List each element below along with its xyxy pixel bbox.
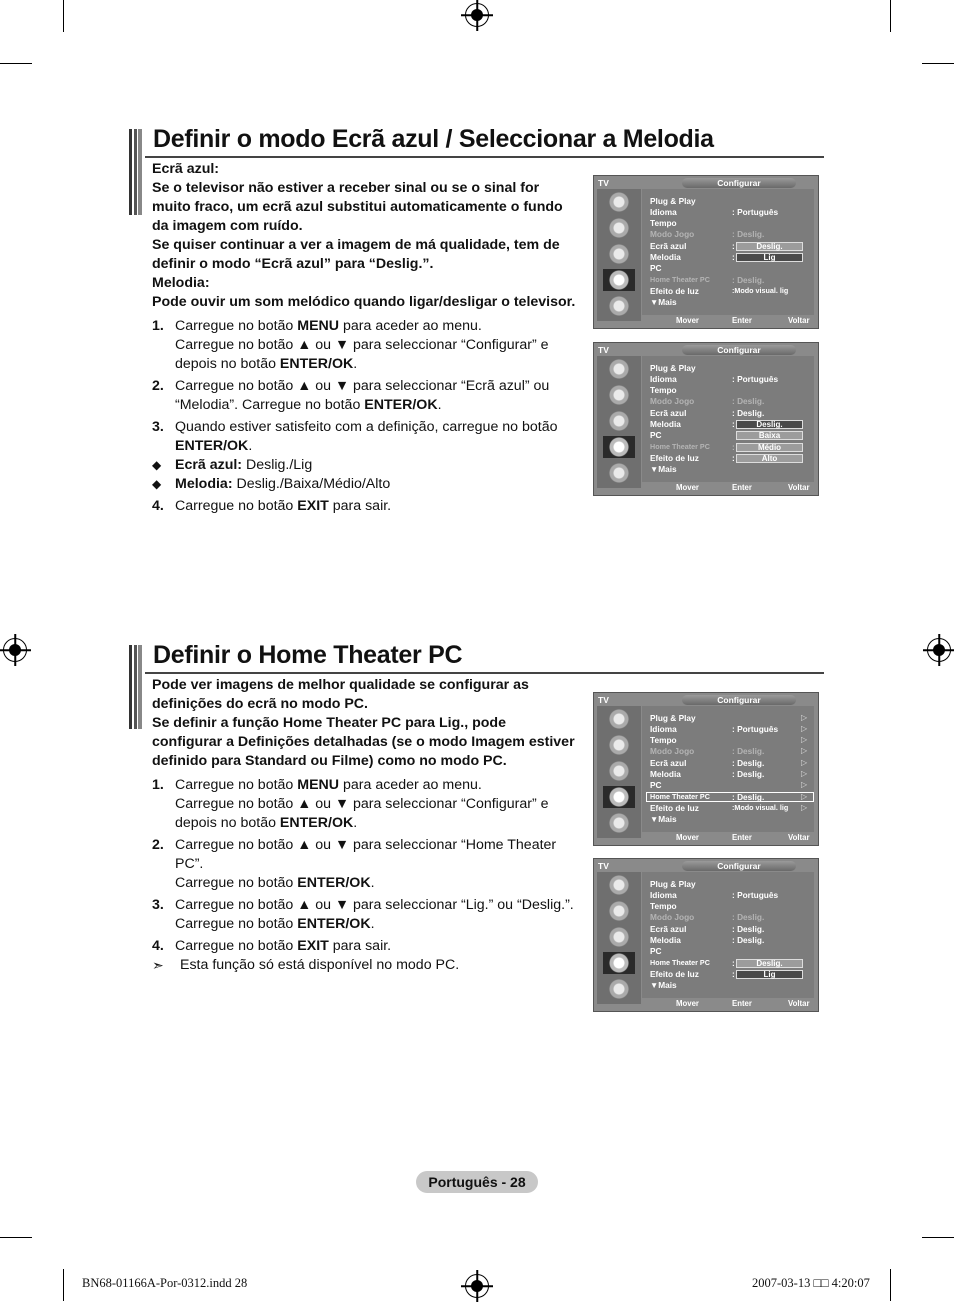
osd-menu-item: Modo Jogo	[650, 746, 695, 756]
osd-menu-value: : Deslig.	[732, 935, 765, 945]
osd-footer	[642, 833, 814, 843]
osd-menu-item: Plug & Play	[650, 713, 696, 723]
intro-line: definições do ecrã no modo PC.	[152, 696, 368, 712]
osd-menu-title: Configurar	[682, 178, 796, 188]
osd-menu-item: Tempo	[650, 735, 677, 745]
osd-icon-column	[597, 706, 641, 838]
osd-enter-hint: Enter	[732, 483, 752, 492]
osd-menu-item: PC	[650, 263, 662, 273]
osd-menu-value: : Deslig.	[732, 396, 765, 406]
date-slug: 2007-03-13 □□ 4:20:07	[752, 1276, 870, 1290]
osd-menu-item: Idioma	[650, 724, 677, 734]
step: 2. Carregue no botão ▲ ou ▼ para seleccionar “Ecrã azul” ou “Melodia”. Carregue no botão ENTER/OK.	[152, 378, 550, 413]
osd-menu-item: Ecrã azul	[650, 241, 687, 251]
osd-menu-icon	[603, 410, 635, 432]
osd-menu-item: Melodia	[650, 419, 681, 429]
osd-menu-value: : Português	[732, 374, 779, 384]
section1-text	[152, 160, 582, 516]
osd-menu-value: : Português	[732, 207, 779, 217]
osd-menu-value: :Modo visual. lig	[732, 286, 789, 295]
osd-menu-value: : Deslig.	[732, 275, 765, 285]
osd-menu-value: : Deslig.	[732, 924, 765, 934]
osd-menu-icon	[603, 191, 635, 213]
title-rule	[145, 672, 824, 674]
osd-menu-value: :	[732, 252, 735, 262]
osd-menu-item: PC	[650, 946, 662, 956]
step: 2. Carregue no botão ▲ ou ▼ para seleccionar “Home Theater PC”. Carregue no botão ENTER/OK.	[152, 837, 557, 891]
osd-menu-title: Configurar	[682, 861, 796, 871]
bullet-item: ◆ Ecrã azul: Deslig./Lig	[152, 457, 313, 473]
osd-menu-value: :	[732, 442, 735, 452]
registration-mark-icon	[465, 1274, 489, 1298]
intro-line: configurar a Definições detalhadas (se o modo Imagem estiver	[152, 734, 575, 750]
osd-menu-item: Idioma	[650, 374, 677, 384]
osd-menu-item: Efeito de luz	[650, 969, 699, 979]
osd-icon-column	[597, 356, 641, 488]
intro-line: Pode ouvir um som melódico quando ligar/desligar o televisor.	[152, 294, 576, 310]
osd-menu-item: Home Theater PC	[650, 958, 710, 967]
osd-back-hint: Voltar	[788, 833, 810, 842]
osd-back-hint: Voltar	[788, 483, 810, 492]
intro-line: definir o modo “Ecrã azul” para “Deslig.”.	[152, 256, 434, 272]
osd-menu-icon	[603, 217, 635, 239]
osd-menu-item: Plug & Play	[650, 363, 696, 373]
osd-menu-item: ▼Mais	[650, 980, 677, 990]
osd-menu-screenshot	[593, 858, 819, 1012]
osd-menu-value: :	[732, 969, 735, 979]
osd-menu-icon	[603, 462, 635, 484]
osd-menu-value: : Deslig.	[732, 912, 765, 922]
osd-menu-icon	[603, 952, 635, 974]
osd-menu-item: Plug & Play	[650, 196, 696, 206]
osd-arrow-icon: ▷	[801, 735, 808, 744]
osd-menu-value: :	[732, 453, 735, 463]
osd-footer	[642, 483, 814, 493]
note-arrow-icon: ➣	[152, 957, 164, 973]
osd-enter-hint: Enter	[732, 999, 752, 1008]
osd-menu-icon	[603, 786, 635, 808]
osd-menu-item: Melodia	[650, 935, 681, 945]
osd-menu-icon	[603, 978, 635, 1000]
osd-menu-item: Efeito de luz	[650, 286, 699, 296]
osd-menu-icon	[603, 926, 635, 948]
osd-option: Alto	[736, 454, 803, 463]
osd-menu-item: Plug & Play	[650, 879, 696, 889]
osd-move-hint: Mover	[676, 833, 699, 842]
osd-menu-icon	[603, 358, 635, 380]
osd-menu-item: Ecrã azul	[650, 408, 687, 418]
section-title: Definir o Home Theater PC	[153, 641, 463, 669]
osd-menu-value: : Deslig.	[732, 229, 765, 239]
osd-tv-label: TV	[598, 695, 609, 705]
intro-line: Se definir a função Home Theater PC para Lig., pode	[152, 715, 506, 731]
osd-footer	[642, 316, 814, 326]
osd-menu-item: Home Theater PC	[650, 275, 710, 284]
osd-menu-icon	[603, 874, 635, 896]
osd-option: Deslig.	[736, 242, 803, 251]
osd-arrow-icon: ▷	[801, 724, 808, 733]
osd-menu-item: Modo Jogo	[650, 396, 695, 406]
osd-menu-title: Configurar	[682, 345, 796, 355]
osd-move-hint: Mover	[676, 316, 699, 325]
osd-menu-item: Ecrã azul	[650, 924, 687, 934]
osd-menu-item: Modo Jogo	[650, 229, 695, 239]
osd-menu-item: ▼Mais	[650, 814, 677, 824]
intro-line: definido para Standard ou Filme) como no modo PC.	[152, 753, 507, 769]
osd-arrow-icon: ▷	[801, 769, 808, 778]
section-bar	[129, 645, 142, 729]
osd-menu-item: Tempo	[650, 218, 677, 228]
osd-menu-value: : Deslig.	[732, 408, 765, 418]
intro-line: Pode ver imagens de melhor qualidade se configurar as	[152, 677, 529, 693]
osd-arrow-icon: ▷	[801, 780, 808, 789]
osd-menu-item: Efeito de luz	[650, 453, 699, 463]
osd-menu-item: Melodia	[650, 769, 681, 779]
registration-mark-icon	[927, 638, 951, 662]
osd-menu-screenshot	[593, 342, 819, 496]
osd-menu-icon	[603, 384, 635, 406]
intro-line: Se quiser continuar a ver a imagem de má qualidade, tem de	[152, 237, 560, 253]
osd-menu-value: : Português	[732, 724, 779, 734]
osd-menu-item: Idioma	[650, 207, 677, 217]
step: 4. Carregue no botão EXIT para sair.	[152, 938, 392, 954]
file-slug: BN68-01166A-Por-0312.indd 28	[82, 1276, 248, 1290]
osd-menu-item: Home Theater PC	[650, 792, 710, 801]
osd-arrow-icon: ▷	[801, 746, 808, 755]
registration-mark-icon	[465, 3, 489, 27]
osd-option: Médio	[736, 443, 803, 452]
osd-menu-item: ▼Mais	[650, 464, 677, 474]
bullet-item: ◆ Melodia: Deslig./Baixa/Médio/Alto	[152, 476, 391, 492]
osd-arrow-icon: ▷	[801, 803, 808, 812]
osd-menu-item: Ecrã azul	[650, 758, 687, 768]
step: 3. Quando estiver satisfeito com a definição, carregue no botão ENTER/OK.	[152, 419, 558, 454]
section2-text	[152, 676, 582, 975]
osd-back-hint: Voltar	[788, 999, 810, 1008]
osd-option: Lig	[736, 253, 803, 262]
osd-icon-column	[597, 872, 641, 1004]
osd-menu-icon	[603, 243, 635, 265]
osd-option: Lig	[736, 970, 803, 979]
step: 1. Carregue no botão MENU para aceder ao menu. Carregue no botão ▲ ou ▼ para seleccionar “Configurar” e depois no botão ENTER/OK.	[152, 318, 549, 372]
step: 4. Carregue no botão EXIT para sair.	[152, 498, 392, 514]
section-title: Definir o modo Ecrã azul / Seleccionar a Melodia	[153, 125, 714, 153]
intro-line: Se o televisor não estiver a receber sinal ou se o sinal for	[152, 180, 540, 196]
osd-menu-value: : Deslig.	[732, 792, 765, 802]
osd-menu-item: Tempo	[650, 385, 677, 395]
osd-option: Baixa	[736, 431, 803, 440]
osd-menu-icon	[603, 734, 635, 756]
osd-menu-item: Home Theater PC	[650, 442, 710, 451]
osd-menu-screenshot	[593, 175, 819, 329]
osd-enter-hint: Enter	[732, 833, 752, 842]
osd-menu-value: : Deslig.	[732, 769, 765, 779]
osd-menu-icon	[603, 760, 635, 782]
osd-menu-icon	[603, 269, 635, 291]
step: 1. Carregue no botão MENU para aceder ao menu. Carregue no botão ▲ ou ▼ para seleccionar “Configurar” e depois no botão ENTER/OK.	[152, 777, 549, 831]
osd-menu-item: PC	[650, 780, 662, 790]
section-bar	[129, 129, 142, 215]
intro-line: da imagem com ruído.	[152, 218, 303, 234]
osd-menu-value: :	[732, 958, 735, 968]
osd-menu-icon	[603, 812, 635, 834]
osd-footer	[642, 999, 814, 1009]
osd-enter-hint: Enter	[732, 316, 752, 325]
osd-menu-item: Tempo	[650, 901, 677, 911]
osd-menu-item: Melodia	[650, 252, 681, 262]
osd-menu-value: :	[732, 419, 735, 429]
osd-arrow-icon: ▷	[801, 792, 808, 801]
osd-menu-icon	[603, 708, 635, 730]
page-number-badge: Português - 28	[416, 1171, 538, 1193]
osd-menu-value: :Modo visual. lig	[732, 803, 789, 812]
osd-tv-label: TV	[598, 345, 609, 355]
title-rule	[145, 156, 824, 158]
osd-back-hint: Voltar	[788, 316, 810, 325]
osd-option: Deslig.	[736, 959, 803, 968]
intro-line: Ecrã azul:	[152, 161, 220, 177]
osd-menu-icon	[603, 900, 635, 922]
osd-menu-screenshot	[593, 692, 819, 846]
osd-arrow-icon: ▷	[801, 713, 808, 722]
intro-line: Melodia:	[152, 275, 210, 291]
osd-menu-value: :	[732, 241, 735, 251]
osd-menu-icon	[603, 436, 635, 458]
osd-tv-label: TV	[598, 178, 609, 188]
osd-menu-item: Modo Jogo	[650, 912, 695, 922]
osd-menu-item: PC	[650, 430, 662, 440]
osd-move-hint: Mover	[676, 999, 699, 1008]
osd-menu-item: Efeito de luz	[650, 803, 699, 813]
osd-tv-label: TV	[598, 861, 609, 871]
osd-arrow-icon: ▷	[801, 758, 808, 767]
osd-menu-item: Idioma	[650, 890, 677, 900]
osd-menu-value: : Deslig.	[732, 746, 765, 756]
registration-mark-icon	[3, 638, 27, 662]
osd-move-hint: Mover	[676, 483, 699, 492]
osd-option: Deslig.	[736, 420, 803, 429]
osd-icon-column	[597, 189, 641, 321]
step: 3. Carregue no botão ▲ ou ▼ para seleccionar “Lig.” ou “Deslig.”. Carregue no botão ENTER/OK.	[152, 897, 574, 932]
osd-menu-item: ▼Mais	[650, 297, 677, 307]
osd-menu-value: : Português	[732, 890, 779, 900]
note: ➣ Esta função só está disponível no modo PC.	[152, 957, 460, 973]
intro-line: muito fraco, um ecrã azul substitui automaticamente o fundo	[152, 199, 563, 215]
osd-menu-title: Configurar	[682, 695, 796, 705]
osd-menu-value: : Deslig.	[732, 758, 765, 768]
osd-menu-icon	[603, 295, 635, 317]
